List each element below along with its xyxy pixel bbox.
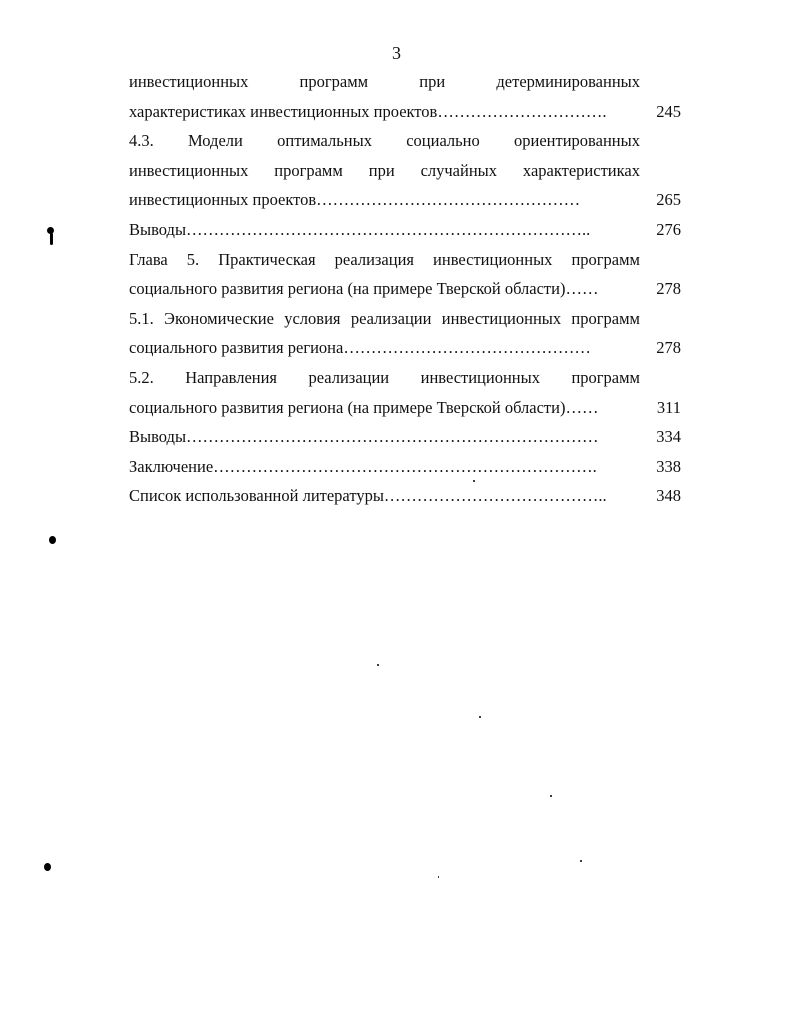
toc-page-number: 334 (656, 427, 681, 447)
table-of-contents (129, 67, 681, 511)
toc-word: Глава (129, 249, 168, 269)
toc-word: ориентированных (514, 131, 640, 151)
toc-entry (129, 481, 681, 511)
toc-word: реализации (308, 367, 390, 387)
toc-word: инвестиционных (420, 367, 540, 387)
scan-speck (473, 480, 475, 482)
scan-speck (479, 716, 481, 718)
toc-line (129, 481, 681, 511)
scan-speck (550, 795, 552, 797)
toc-word: Модели (188, 131, 243, 151)
toc-word: характеристиках (522, 160, 640, 180)
toc-entry (129, 304, 681, 363)
toc-word: условия (284, 308, 341, 328)
toc-line (129, 452, 681, 482)
toc-line (129, 97, 681, 127)
toc-word: 5.1. (129, 308, 154, 328)
toc-page-number: 311 (656, 397, 681, 417)
toc-word: при (368, 160, 395, 180)
toc-word: Направления (185, 367, 278, 387)
toc-line (129, 67, 681, 97)
toc-line (129, 126, 681, 156)
scan-speck (377, 664, 379, 666)
toc-line-text: Выводы………………………………………………………………… (129, 427, 599, 447)
toc-line (129, 245, 681, 275)
toc-page-number: 338 (656, 456, 681, 476)
toc-word: инвестиционных (433, 249, 553, 269)
toc-line-text (129, 304, 640, 334)
toc-line-text: Выводы……………………………………………………………….. (129, 219, 591, 239)
toc-word: программ (274, 160, 343, 180)
toc-word: случайных (420, 160, 497, 180)
toc-word: детерминированных (496, 72, 640, 91)
scan-speck (580, 860, 582, 862)
toc-word: оптимальных (277, 131, 372, 151)
toc-word: при (419, 72, 446, 91)
toc-word: 5. (186, 249, 200, 269)
toc-word: программ (571, 308, 640, 328)
toc-line-text (129, 126, 640, 156)
toc-line-text: социального развития региона……………………………………… (129, 338, 591, 358)
toc-page-number: 278 (656, 279, 681, 299)
toc-word: инвестиционных (129, 160, 249, 180)
toc-line-text (129, 156, 640, 186)
toc-line (129, 185, 681, 215)
toc-word: 5.2. (129, 367, 154, 387)
toc-entry (129, 245, 681, 304)
toc-page-number: 276 (656, 219, 681, 239)
toc-page-number: 348 (656, 486, 681, 506)
toc-word: Практическая (218, 249, 316, 269)
toc-line-text: социального развития региона (на примере Тверской области)…… (129, 397, 599, 417)
toc-line-text (129, 245, 640, 275)
page-number: 3 (392, 43, 401, 63)
scan-speck (50, 233, 53, 245)
toc-line (129, 215, 681, 245)
toc-line-text: инвестиционных проектов………………………………………… (129, 190, 581, 210)
toc-word: программ (299, 72, 369, 91)
toc-page-number: 278 (656, 338, 681, 358)
toc-word: инвестиционных (129, 72, 249, 91)
toc-line (129, 333, 681, 363)
toc-line-text (129, 363, 640, 393)
toc-entry (129, 363, 681, 422)
toc-line (129, 422, 681, 452)
toc-entry (129, 422, 681, 452)
toc-entry (129, 67, 681, 126)
toc-line-text: характеристиках инвестиционных проектов…………………………. (129, 101, 607, 121)
scan-speck (44, 863, 51, 871)
toc-word: социально (406, 131, 480, 151)
toc-word: реализация (334, 249, 415, 269)
toc-word: инвестиционных (441, 308, 562, 328)
toc-entry (129, 126, 681, 215)
toc-word: программ (571, 367, 640, 387)
toc-page-number: 245 (656, 101, 681, 121)
scan-speck (438, 876, 439, 878)
toc-word: реализации (350, 308, 432, 328)
toc-line (129, 304, 681, 334)
toc-word: 4.3. (129, 131, 154, 151)
toc-line (129, 156, 681, 186)
toc-line (129, 393, 681, 423)
toc-line-text: Список использованной литературы………………………………….. (129, 486, 607, 506)
toc-line-text (129, 67, 640, 97)
toc-entry (129, 215, 681, 245)
toc-line (129, 363, 681, 393)
toc-word: программ (571, 249, 640, 269)
toc-page-number: 265 (656, 190, 681, 210)
toc-word: Экономические (164, 308, 274, 328)
toc-line-text: Заключение……………………………………………………………. (129, 456, 597, 476)
scan-speck (49, 536, 56, 544)
toc-line-text: социального развития региона (на примере Тверской области)…… (129, 279, 599, 299)
toc-line (129, 274, 681, 304)
toc-entry (129, 452, 681, 482)
